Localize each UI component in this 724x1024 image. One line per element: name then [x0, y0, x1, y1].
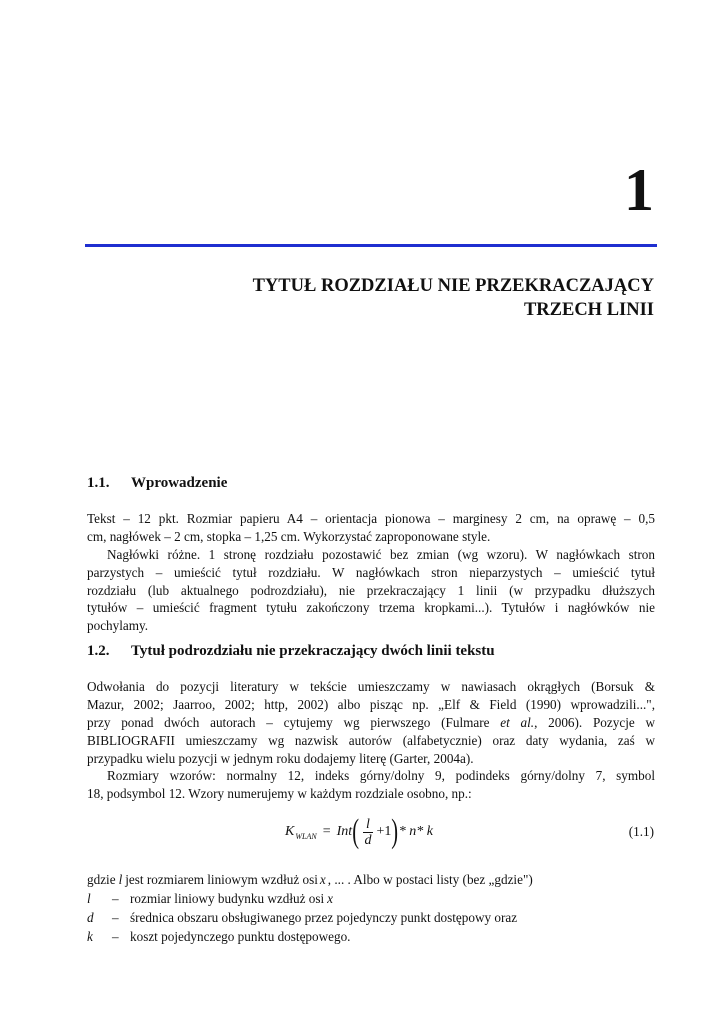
- section-heading-2: [87, 643, 495, 660]
- list-symbol: k: [87, 929, 93, 944]
- text-line: cm, nagłówek – 2 cm, stopka – 1,25 cm. Wykorzystać zaproponowane style.: [87, 528, 491, 544]
- formula-subscript: WLAN: [295, 831, 317, 841]
- formula-func: Int: [336, 824, 353, 839]
- list-item: d – średnica obszaru obsługiwanego przez pojedynczy punkt dostępowy oraz: [87, 910, 518, 925]
- formula-fraction: [361, 817, 374, 848]
- left-paren: (: [352, 813, 360, 850]
- equation: [285, 812, 433, 852]
- right-paren: ): [391, 813, 399, 850]
- formula-rest: * k: [416, 824, 433, 839]
- formula-equals: =: [322, 824, 331, 839]
- section-number: 1.1.: [87, 475, 110, 491]
- section-title: Tytuł podrozdziału nie przekraczający dwóch linii tekstu: [131, 643, 495, 659]
- where-line: gdzie l jest rozmiarem liniowym wzdłuż osi x , ... . Albo w postaci listy (bez „gdzie"): [87, 872, 533, 887]
- section-number: 1.2.: [87, 643, 110, 659]
- text-line: tytułów – umieścić fragment tytułu zakończony trzema kropkami...). Tytułów i nagłówków nie: [87, 600, 655, 616]
- formula-rest: * n: [398, 824, 417, 839]
- text-line: Odwołania do pozycji literatury w tekście umieszczamy w nawiasach okrągłych (Borsuk &: [87, 679, 655, 694]
- paragraph-references: [87, 678, 655, 803]
- text-line: przy ponad dwóch autorach – cytujemy wg pierwszego (Fulmare et al., 2006). Pozycje w: [87, 714, 656, 730]
- text-line: Rozmiary wzorów: normalny 12, indeks górny/dolny 9, podindeks górny/dolny 7, symbol: [107, 768, 655, 784]
- chapter-number: 1: [624, 157, 654, 223]
- fraction-denominator: d: [364, 832, 372, 848]
- chapter-rule: [85, 244, 657, 247]
- list-item: k – koszt pojedynczego punktu dostępowego.: [87, 929, 351, 944]
- text-line: Nagłówki różne. 1 stronę rozdziału pozostawić bez zmian (wg wzoru). W nagłówkach stron: [107, 546, 655, 562]
- text-line: 18, podsymbol 12. Wzory numerujemy w każdym rozdziale osobno, np.:: [87, 786, 472, 802]
- chapter-title-line: TRZECH LINII: [523, 300, 654, 320]
- text-line: Tekst – 12 pkt. Rozmiar papieru A4 – orientacja pionowa – marginesy 2 cm, na oprawę – 0,5: [87, 511, 655, 526]
- formula-lhs: K: [285, 824, 295, 839]
- section-title: Wprowadzenie: [131, 475, 228, 491]
- section-heading-1: [87, 475, 227, 492]
- text-line: pochylamy.: [87, 618, 149, 634]
- text-line: przypadku wielu pozycji w jednym roku dodajemy literę (Garter, 2004a).: [87, 750, 474, 766]
- text-line: Mazur, 2002; Jaarroo, 2002; http, 2002) albo pisząc np. „Elf & Field (1990) wprowadzili...",: [87, 696, 655, 712]
- chapter-title-line: TYTUŁ ROZDZIAŁU NIE PRZEKRACZAJĄCY: [252, 276, 654, 296]
- list-item: l – rozmiar liniowy budynku wzdłuż osi x: [87, 891, 333, 906]
- text-line: parzystych – umieścić tytuł rozdziału. W nagłówkach stron nieparzystych – umieścić tytuł: [87, 564, 655, 580]
- chapter-title: [134, 274, 654, 322]
- formula-plus-one: +1: [376, 824, 392, 839]
- paragraph-paper-format: [87, 510, 655, 635]
- equation-number: (1.1): [628, 824, 654, 839]
- et-al: et al.: [500, 714, 535, 730]
- fraction-numerator: l: [363, 817, 373, 833]
- variable-list: [87, 870, 655, 946]
- list-symbol: d: [87, 910, 94, 925]
- text-line: BIBLIOGRAFII umieszczamy wg nazwisk autorów (alfabetycznie) oraz daty wydania, zaś w: [87, 732, 655, 748]
- list-symbol: l: [87, 891, 91, 906]
- text-line: rozdziału (lub aktualnego podrozdziału), nie przekraczający 1 linii (w przypadku dłuższych: [87, 582, 655, 598]
